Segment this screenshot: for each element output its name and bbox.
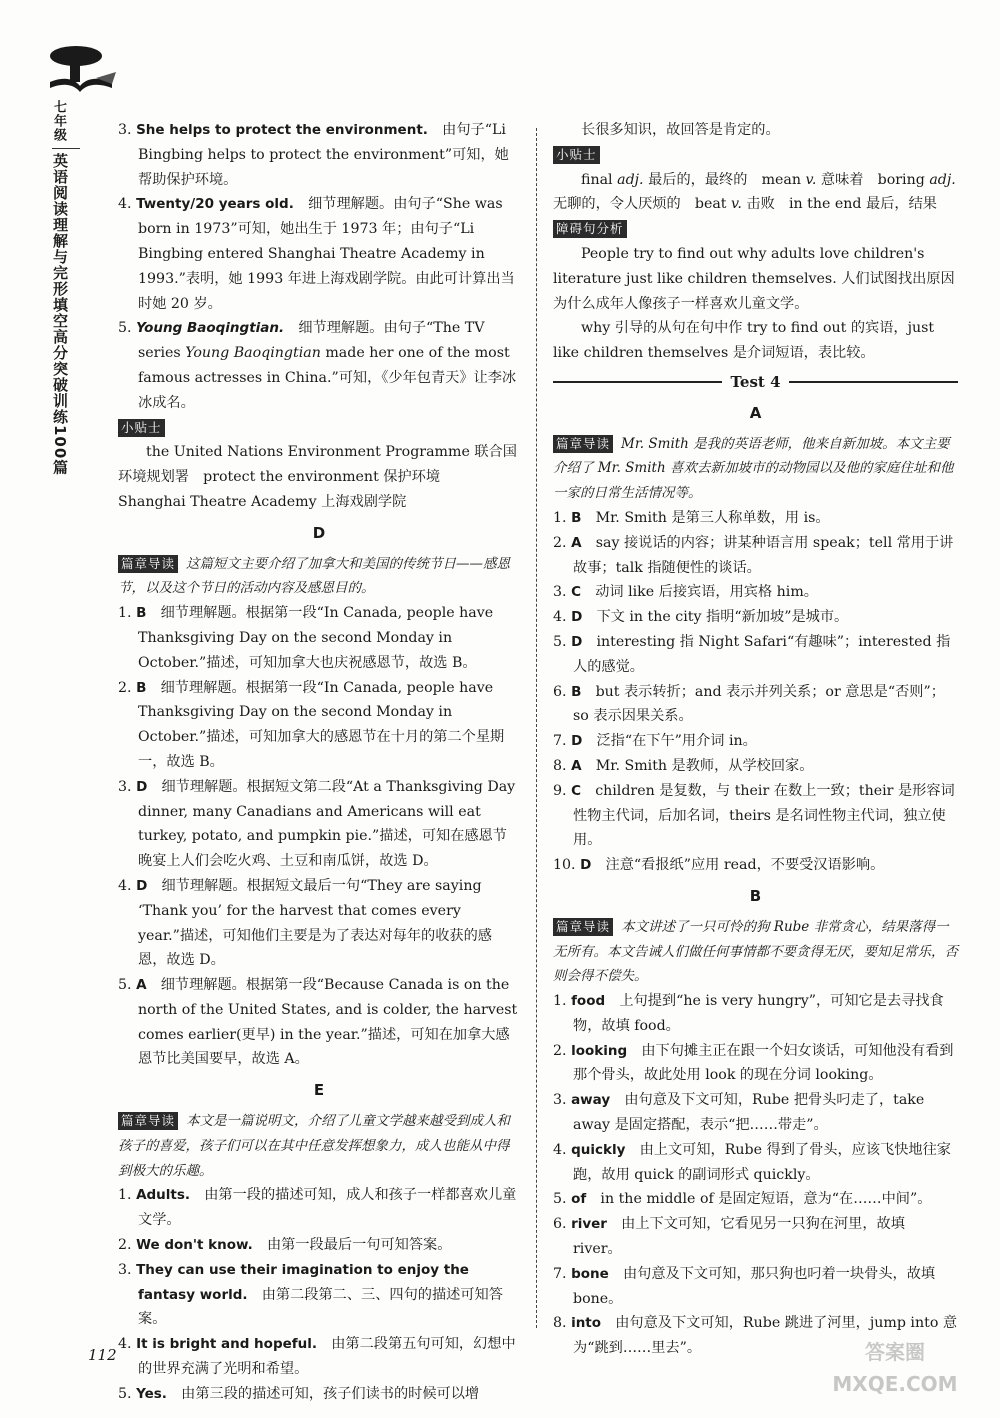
guide-label: 篇章导读 — [553, 435, 613, 453]
watermark-line2: MXQE.COM — [832, 1372, 958, 1396]
b-guide: 篇章导读 本文讲述了一只可怜的狗 Rube 非常贪心，结果落得一无所有。本文告诫人们做任何事情都不要贪得无厌，要知足常乐，否则会得不偿失。 — [553, 918, 958, 985]
b-item-3: 3. away 由句意及下文可知，Rube 把骨头叼走了，take away 是固定搭配，表示“把……带走”。 — [553, 1092, 925, 1134]
a-item-7: 7. D 泛指“在下午”用介词 in。 — [553, 733, 757, 750]
a-item-10: 10. D 注意“看报纸”应用 read，不要受汉语影响。 — [553, 857, 885, 874]
a-item-8: 8. A Mr. Smith 是教师，从学校回家。 — [553, 757, 814, 774]
guide-label: 篇章导读 — [118, 555, 178, 573]
e-item-5-continued: 长很多知识，故回答是肯定的。 — [581, 122, 780, 138]
analysis-explanation: why 引导的从句在句中作 try to find out 的宾语，just like children themselves 是介词短语，表比较。 — [553, 320, 935, 362]
d-item-5: 5. A 细节理解题。根据第一段“Because Canada is on the north of the United States, and is colder, the harvest comes earlier(更早) in the year.”描述，可知在加拿大感恩节比美国要早，故选 A。 — [118, 977, 518, 1068]
b-item-8: 8. into 由句意及下文可知，Rube 跳进了河里，jump into 意为“跳到……里去”。 — [553, 1315, 958, 1357]
c-item-5: 5. Young Baoqingtian. 细节理解题。由句子“The TV series Young Baoqingtian made her one of the most famous actresses in China.”可知，《少年包青天》让李冰冰成名。 — [118, 320, 517, 411]
b-item-4: 4. quickly 由上文可知，Rube 得到了骨头，应该飞快地往家跑，故用 quick 的副词形式 quickly。 — [553, 1141, 951, 1183]
d-item-4: 4. D 细节理解题。根据短文最后一句“They are saying ‘Thank you’ for the harvest that comes every year.”描述，可知他们主要是为了表达对每年的收获的感恩，故选 D。 — [118, 877, 492, 969]
section-e-heading: E — [313, 1081, 325, 1100]
e-item-1: 1. Adults. 由第一段的描述可知，成人和孩子一样都喜欢儿童文学。 — [118, 1187, 517, 1229]
b-item-6: 6. river 由上下文可知，它看见另一只狗在河里，故填 river。 — [553, 1216, 905, 1258]
section-b-heading: B — [749, 886, 762, 905]
left-column — [118, 118, 520, 1407]
section-a-heading: A — [749, 403, 762, 422]
b-item-7: 7. bone 由句意及下文可知，那只狗也叼着一块骨头，故填 bone。 — [553, 1265, 936, 1307]
a-guide: 篇章导读 Mr. Smith 是我的英语老师，他来自新加坡。本文主要介绍了 Mr. Smith 喜欢去新加坡市的动物园以及他的家庭住址和他一家的日常生活情况等。 — [553, 435, 954, 502]
a-item-1: 1. B Mr. Smith 是第三人称单数，用 is。 — [553, 509, 830, 526]
watermark-logo — [820, 1325, 970, 1405]
c-item-3: 3. She helps to protect the environment. 由句子“Li Bingbing helps to protect the environment”可知，她帮助保护环境。 — [118, 122, 509, 188]
sidebar-grade: 七年级 — [51, 100, 66, 142]
book-logo-icon — [40, 38, 120, 96]
guide-label: 篇章导读 — [118, 1112, 178, 1130]
d-item-2: 2. B 细节理解题。根据第一段“In Canada, people have Thanksgiving Day on the second Monday in October.”描述，可知加拿大的感恩节在十月的第二个星期一，故选 B。 — [118, 679, 505, 770]
d-guide: 篇章导读 这篇短文主要介绍了加拿大和美国的传统节日——感恩节，以及这个节日的活动内容及感恩目的。 — [118, 555, 511, 597]
test-heading: Test 4 — [553, 370, 958, 395]
analysis-label: 障碍句分析 — [553, 220, 627, 238]
a-item-3: 3. C 动词 like 后接宾语，用宾格 him。 — [553, 584, 818, 601]
e-item-3: 3. They can use their imagination to enjoy the fantasy world. 由第二段第二、三、四句的描述可知答案。 — [118, 1261, 503, 1328]
e-item-5: 5. Yes. 由第三段的描述可知，孩子们读书的时候可以增 — [118, 1385, 480, 1402]
a-item-6: 6. B but 表示转折；and 表示并列关系；or 意思是“否则”；so 表示因果关系。 — [553, 683, 945, 725]
analysis-sentence: People try to find out why adults love children's literature just like children themselves. 人们试图找出原因为什么成年人像孩子一样喜欢儿童文学。 — [553, 245, 955, 312]
tip-text: final adj. 最后的，最终的 mean v. 意味着 boring adj. 无聊的，令人厌烦的 beat v. 击败 in the end 最后，结果 — [553, 171, 956, 213]
e-item-2: 2. We don't know. 由第一段最后一句可知答案。 — [118, 1237, 452, 1254]
e-guide: 篇章导读 本文是一篇说明文，介绍了儿童文学越来越受到成人和孩子的喜爱，孩子们可以在其中任意发挥想象力，成人也能从中得到极大的乐趣。 — [118, 1113, 511, 1179]
right-column — [553, 118, 958, 1361]
d-item-3: 3. D 细节理解题。根据短文第二段“At a Thanksgiving Day dinner, many Canadians and Americans will eat turkey, potato, and pumpkin pie.”描述，可知在感恩节晚宴上人们会吃火鸡、土豆和南瓜饼，故选 D。 — [118, 778, 516, 870]
b-item-2: 2. looking 由下句摊主正在跟一个妇女谈话，可知他没有看到那个骨头，故此处用 look 的现在分词 looking。 — [553, 1042, 954, 1084]
a-item-5: 5. D interesting 指 Night Safari“有趣味”；interested 指人的感觉。 — [553, 633, 951, 675]
section-d-heading: D — [312, 523, 326, 542]
sidebar-rule — [52, 148, 80, 149]
watermark-line1: 答案圈 — [865, 1340, 925, 1364]
a-item-9: 9. C children 是复数，与 their 在数上一致；their 是形容词性物主代词，后加名词，theirs 是名词性物主代词，独立使用。 — [553, 782, 955, 849]
a-item-2: 2. A say 接说话的内容；讲某种语言用 speak；tell 常用于讲故事；talk 指随便性的谈话。 — [553, 534, 954, 576]
c-item-4: 4. Twenty/20 years old. 细节理解题。由句子“She was born in 1973”可知，她出生于 1973 年；由句子“Li Bingbing entered Shanghai Theatre Academy in 1993.”表明，她 1993 年进上海戏剧学院。由此可计算出当时她 20 岁。 — [118, 196, 515, 312]
column-divider — [536, 128, 537, 1328]
e-item-4: 4. It is bright and hopeful. 由第二段第五句可知，幻想中的世界充满了光明和希望。 — [118, 1336, 516, 1378]
sidebar — [52, 100, 80, 475]
a-item-4: 4. D 下文 in the city 指明“新加坡”是城市。 — [553, 609, 849, 626]
guide-label: 篇章导读 — [553, 918, 613, 936]
b-item-5: 5. of in the middle of 是固定短语，意为“在……中间”。 — [553, 1191, 932, 1208]
page-number: 112 — [88, 1346, 117, 1364]
tip-label: 小贴士 — [553, 146, 600, 164]
tip-text: the United Nations Environment Programme 联合国环境规划署 protect the environment 保护环境 Shanghai Theatre Academy 上海戏剧学院 — [118, 444, 517, 510]
sidebar-title: 英语阅读理解与完形填空高分突破训练100篇 — [51, 153, 69, 476]
b-item-1: 1. food 上句提到“he is very hungry”，可知它是去寻找食物，故填 food。 — [553, 993, 944, 1034]
tip-label: 小贴士 — [118, 419, 165, 437]
d-item-1: 1. B 细节理解题。根据第一段“In Canada, people have Thanksgiving Day on the second Monday in October.”描述，可知加拿大也庆祝感恩节，故选 B。 — [118, 605, 494, 671]
